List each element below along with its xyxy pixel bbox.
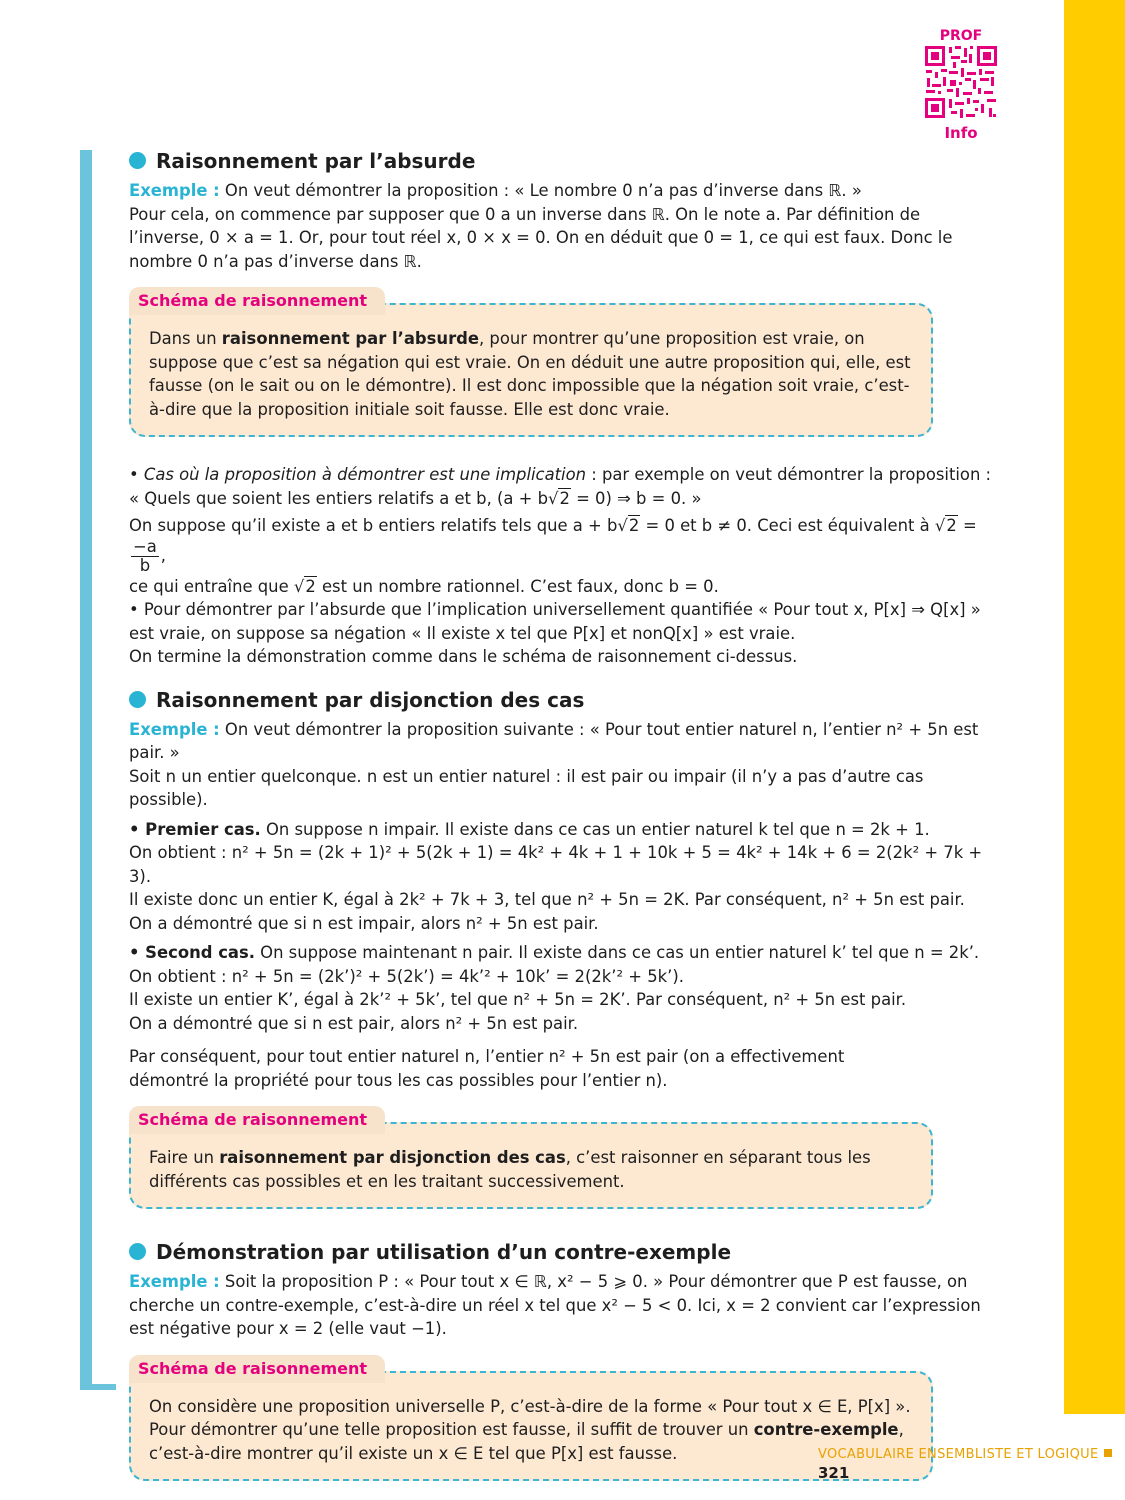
example-label: Exemple : — [129, 181, 220, 200]
termine-line: On termine la démonstration comme dans le schéma de raisonnement ci-dessus. — [129, 647, 798, 666]
example-absurde: Exemple : On veut démontrer la proposition : « Le nombre 0 n’a pas d’inverse dans ℝ. » Pour cela, on commence par supposer que 0 a un inverse dans ℝ. On le note a. Par définition de l’inverse, 0 × a = 1. Or, pour tout réel x, 0 × x = 0. On en déduit que 0 = 1, ce qui est faux. Donc le nombre 0 n’a pas d’inverse dans ℝ. — [129, 181, 953, 271]
main-content — [129, 148, 999, 1481]
schema-tab-label: Schéma de raisonnement — [129, 287, 385, 315]
fraction: $\frac{-a}{b}$ — [133, 536, 157, 575]
square-bullet-icon — [1104, 1449, 1112, 1457]
example-label: Exemple : — [129, 719, 220, 739]
example-label: Exemple : — [129, 1272, 220, 1291]
chapter-title: VOCABULAIRE ENSEMBLISTE ET LOGIQUE — [818, 1447, 1099, 1462]
bullet-dot-icon — [129, 152, 146, 169]
left-accent-bar-foot — [80, 1384, 116, 1390]
page-number: 321 — [818, 1464, 850, 1482]
qr-prof-label: PROF — [939, 28, 983, 44]
yellow-margin-band — [1064, 0, 1125, 1414]
schema-tab-label: Schéma de raisonnement — [129, 1355, 385, 1383]
schema-tab-label: Schéma de raisonnement — [129, 1106, 385, 1134]
page-footer — [818, 1446, 1125, 1484]
qr-code[interactable] — [923, 44, 999, 120]
schema-content: Faire un raisonnement par disjonction des cas, c’est raisonner en séparant tous les différents cas possibles et en les traitant successivement. — [129, 1122, 933, 1209]
conclusion-disjonction: Par conséquent, pour tout entier naturel n, l’entier n² + 5n est pair (on a effectivement démontré la propriété pour tous les cas possibles pour l’entier n). — [129, 1047, 845, 1090]
qr-info-label: Info — [944, 124, 978, 142]
schema-box-absurde — [129, 287, 999, 437]
implication-case: • Cas où la proposition à démontrer est une implication : par exemple on veut démontrer la proposition : « Quels que soient les entiers relatifs a et b, (a + b√2 = 0) ⇒ b = 0. » — [129, 465, 992, 508]
section-title-disjonction: Raisonnement par disjonction des cas — [128, 687, 999, 713]
example-contre-exemple: Exemple : Soit la proposition P : « Pour tout x ∈ ℝ, x² − 5 ⩾ 0. » Pour démontrer que P est fausse, on cherche un contre-exemple, c’est-à-dire un réel x tel que x² − 5 < 0. Ici, x = 2 convient car l’expression est négative pour x = 2 (elle vaut −1). — [129, 1272, 981, 1338]
section-title-absurde: Raisonnement par l’absurde — [128, 148, 999, 174]
first-case: • Premier cas. On suppose n impair. Il existe dans ce cas un entier naturel k tel que n = 2k + 1. On obtient : n² + 5n = (2k + 1)² + 5(2k + 1) = 4k² + 4k + 1 + 10k + 5 = 4k² + 14k + 6 = 2(2k² + 7k + 3). Il existe donc un entier K, égal à 2k² + 7k + 3, tel que n² + 5n = 2K. Par conséquent, n² + 5n est pair. On a démontré que si n est impair, alors n² + 5n est pair. — [129, 819, 983, 933]
qr-block[interactable] — [918, 28, 1004, 142]
left-accent-bar — [80, 150, 92, 1390]
section-title-contre-exemple: Démonstration par utilisation d’un contre-exemple — [128, 1239, 999, 1265]
schema-content: Dans un raisonnement par l’absurde, pour montrer qu’une proposition est vraie, on suppose que c’est sa négation qui est vraie. On en déduit une autre proposition qui, elle, est fausse (on le sait ou on le démontre). Il est donc impossible que la négation soit vraie, c’est-à-dire que la proposition initiale soit fausse. Elle est donc vraie. — [129, 303, 933, 437]
schema-content: On considère une proposition universelle P, c’est-à-dire de la forme « Pour tout x ∈ E, P[x] ». Pour démontrer qu’une telle proposition est fausse, il suffit de trouver un contre-exemple, c’est-à-dire montrer qu’il existe un x ∈ E tel que P[x] est fausse. — [129, 1371, 933, 1482]
bullet-dot-icon — [129, 691, 146, 708]
schema-box-disjonction — [129, 1106, 999, 1209]
bullet-dot-icon — [129, 1243, 146, 1260]
example-disjonction: Exemple : On veut démontrer la proposition suivante : « Pour tout entier naturel n, l’entier n² + 5n est pair. » Soit n un entier quelconque. n est un entier naturel : il est pair ou impair (il n’y a pas d’autre cas possible). — [129, 719, 979, 809]
suppose-line: On suppose qu’il existe a et b entiers relatifs tels que a + b√2 = 0 et b ≠ 0. Ceci est équivalent à √2 = $\frac{-a}{b}$ , ce qui entraîne que √2 est un nombre rationnel. C’est faux, donc b = 0. — [129, 516, 977, 596]
universal-implication: • Pour démontrer par l’absurde que l’implication universellement quantifiée « Pour tout x, P[x] ⇒ Q[x] » est vraie, on suppose sa négation « Il existe x tel que P[x] et nonQ[x] » est vraie. — [129, 600, 981, 643]
second-case: • Second cas. On suppose maintenant n pair. Il existe dans ce cas un entier naturel k’ tel que n = 2k’. On obtient : n² + 5n = (2k’)² + 5(2k’) = 4k’² + 10k’ = 2(2k’² + 5k’). Il existe un entier K’, égal à 2k’² + 5k’, tel que n² + 5n = 2K’. Par conséquent, n² + 5n est pair. On a démontré que si n est pair, alors n² + 5n est pair. — [129, 943, 980, 1033]
